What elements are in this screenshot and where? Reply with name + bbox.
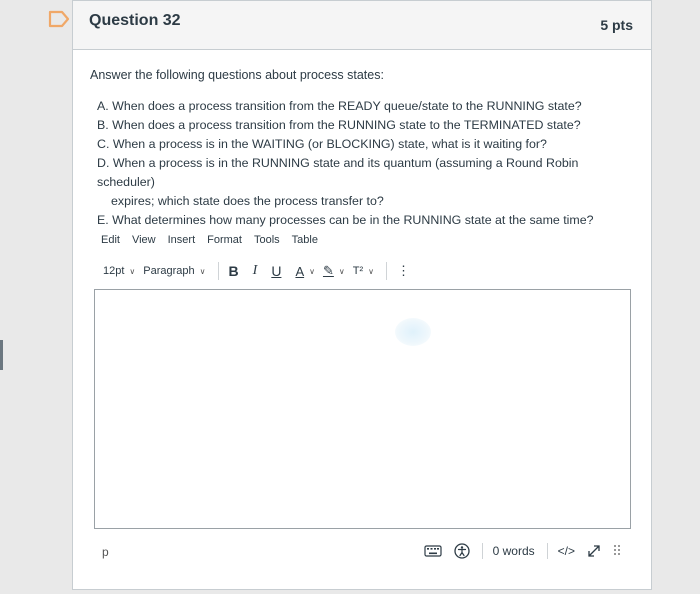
question-points: 5 pts bbox=[600, 17, 633, 33]
editor-menubar bbox=[101, 234, 318, 246]
block-format-select[interactable] bbox=[143, 265, 205, 277]
keyboard-icon[interactable] bbox=[424, 544, 442, 558]
chevron-down-icon: ∨ bbox=[199, 266, 206, 276]
question-header bbox=[73, 1, 651, 50]
italic-button[interactable]: I bbox=[252, 263, 258, 278]
chevron-down-icon: ∨ bbox=[129, 266, 136, 276]
list-item bbox=[97, 211, 637, 230]
statusbar-tools bbox=[424, 543, 631, 559]
list-item-text: C. When a process is in the WAITING (or BLOCKING) state, what is it waiting for? bbox=[97, 137, 547, 151]
question-flag-icon[interactable] bbox=[48, 10, 70, 28]
toolbar-divider bbox=[386, 262, 387, 280]
fullscreen-icon[interactable] bbox=[587, 544, 601, 558]
question-title: Question 32 bbox=[89, 12, 181, 29]
list-item bbox=[97, 154, 637, 211]
statusbar-divider bbox=[482, 543, 483, 559]
page-edge-marker bbox=[0, 340, 3, 370]
editor-toolbar bbox=[103, 261, 424, 281]
list-item bbox=[97, 116, 637, 135]
list-item-text: B. When does a process transition from the RUNNING state to the TERMINATED state? bbox=[97, 118, 581, 132]
list-item bbox=[97, 135, 637, 154]
highlight-button[interactable] bbox=[323, 263, 345, 279]
list-item-text: D. When a process is in the RUNNING state and its quantum (assuming a Round Robin scheduler) bbox=[97, 156, 579, 189]
chevron-down-icon: ∨ bbox=[368, 266, 374, 276]
element-path[interactable]: p bbox=[102, 545, 109, 559]
question-intro: Answer the following questions about process states: bbox=[90, 68, 384, 82]
menu-table[interactable]: Table bbox=[291, 234, 318, 246]
menu-tools[interactable]: Tools bbox=[253, 234, 280, 246]
list-item bbox=[97, 97, 637, 116]
font-size-select[interactable] bbox=[103, 265, 135, 277]
list-item-text: E. What determines how many processes can be in the RUNNING state at the same time? bbox=[97, 213, 594, 227]
text-color-button[interactable] bbox=[295, 264, 315, 279]
superscript-icon: T² bbox=[352, 265, 364, 277]
statusbar-divider bbox=[547, 543, 548, 559]
font-size-value: 12pt bbox=[103, 265, 125, 277]
underline-button[interactable]: U bbox=[271, 263, 282, 279]
accessibility-icon[interactable] bbox=[454, 543, 470, 559]
menu-insert[interactable]: Insert bbox=[167, 234, 196, 246]
menu-format[interactable]: Format bbox=[207, 234, 242, 246]
word-count[interactable]: 0 words bbox=[492, 544, 535, 558]
menu-edit[interactable]: Edit bbox=[101, 234, 120, 246]
screen-glare bbox=[395, 318, 431, 346]
menu-view[interactable]: View bbox=[131, 234, 156, 246]
chevron-down-icon: ∨ bbox=[309, 266, 315, 276]
block-format-value: Paragraph bbox=[143, 265, 195, 277]
text-color-icon: A bbox=[295, 263, 305, 279]
more-options-icon[interactable]: ⋮ bbox=[396, 263, 410, 278]
html-editor-toggle[interactable]: </> bbox=[557, 544, 575, 558]
list-item-text: A. When does a process transition from the READY queue/state to the RUNNING state? bbox=[97, 99, 582, 113]
answer-editor[interactable] bbox=[94, 289, 631, 529]
question-card bbox=[72, 0, 652, 590]
editor-statusbar bbox=[94, 541, 631, 563]
bold-button[interactable]: B bbox=[228, 263, 239, 279]
resize-grip-icon[interactable] bbox=[613, 544, 623, 558]
list-item-continuation: expires; which state does the process transfer to? bbox=[111, 194, 384, 208]
chevron-down-icon: ∨ bbox=[338, 266, 345, 276]
question-list bbox=[97, 97, 637, 230]
highlight-icon: ✎ bbox=[322, 263, 334, 278]
toolbar-divider bbox=[218, 262, 219, 280]
superscript-button[interactable] bbox=[353, 265, 374, 277]
